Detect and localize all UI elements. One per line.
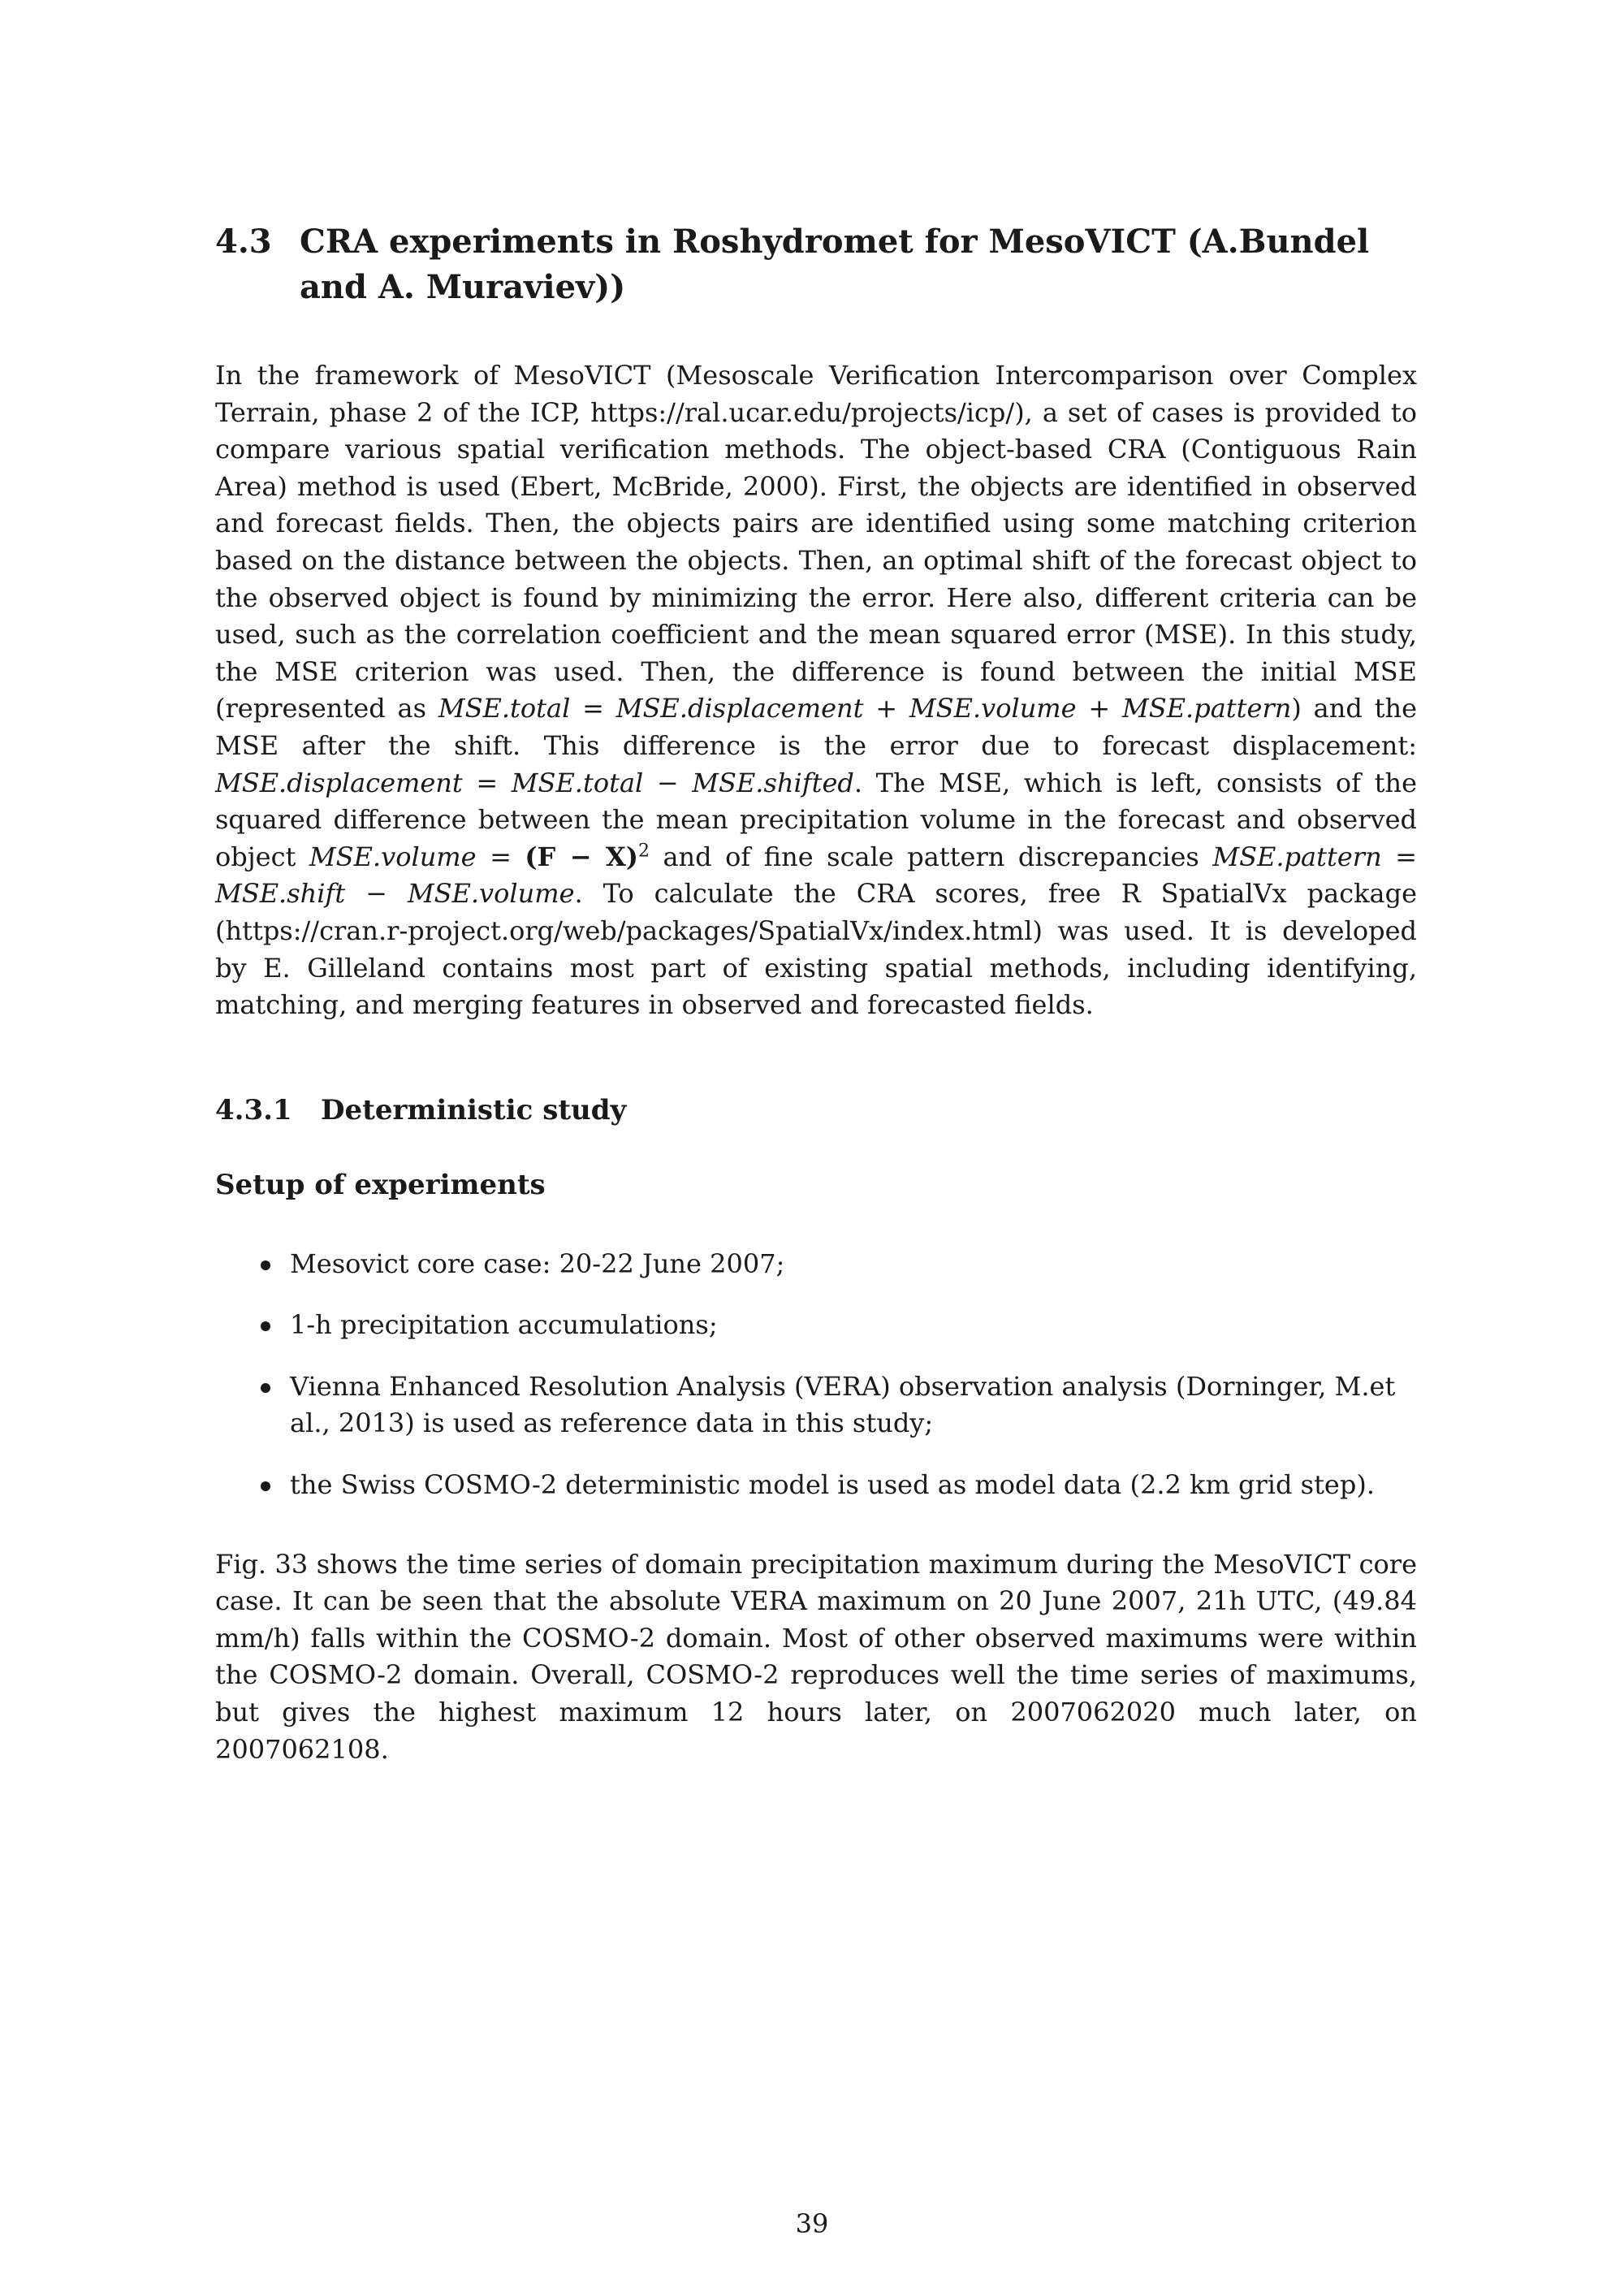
intro-text-1: In the framework of MesoVICT (Mesoscale Verification Intercomparison over Complex Terrain, phase 2 of the ICP, https://ral.ucar.edu/projects/icp/), a set of cases is provided to compare various spatial verification methods. The object-based CRA (Contiguous Rain Area) method is used (Ebert, McBride, 2000). First, the objects are identified in observed and forecast fields. Then, the objects pairs are identified using some matching criterion based on the distance between the objects. Then, an optimal shift of the forecast object to the observed object is found by minimizing the error. Here also, different criteria can be used, such as the correlation coefficient and the mean squared error (MSE). In this study, the MSE criterion was used. Then, the difference is found between the initial MSE (represented as [215,360,1417,724]
formula-equals: = [476,841,525,872]
section-title: CRA experiments in Roshydromet for MesoVICT (A.Bundel and A. Muraviev)) [300,223,1370,306]
results-paragraph: Fig. 33 shows the time series of domain precipitation maximum during the MesoVICT core case. It can be seen that the absolute VERA maximum on 20 June 2007, 21h UTC, (49.84 mm/h) falls within the COSMO-2 domain. Most of other observed maximums were within the COSMO-2 domain. Overall, COSMO-2 reproduces well the time series of maximums, but gives the highest maximum 12 hours later, on 2007062020 much later, on 2007062108. [215,1548,1417,1765]
setup-list [215,1246,1417,1504]
section-number: 4.3 [215,223,272,261]
section-heading [215,219,1417,310]
intro-text-3: . The MSE, which is left, consists of the squared difference between the mean precipitation volume in the forecast and observed object [215,767,1418,872]
subsection-title: Deterministic study [321,1093,627,1126]
page-number: 39 [795,2208,829,2239]
formula-exponent: 2 [637,841,650,862]
list-item [215,1369,1417,1442]
bullet-icon [261,1383,270,1393]
list-item [215,1467,1417,1504]
formula-f-minus-x: (F − X) [525,841,638,872]
subsection-number: 4.3.1 [215,1093,292,1126]
list-item-text: 1-h precipitation accumulations; [290,1309,718,1341]
bullet-icon [261,1481,270,1491]
formula-mse-total: MSE.total = MSE.displacement + MSE.volume + MSE.pattern [438,693,1292,724]
setup-heading: Setup of experiments [215,1168,546,1201]
bullet-icon [261,1260,270,1270]
subsection-heading [215,1092,1417,1129]
list-item [215,1246,1417,1283]
formula-mse-volume-label: MSE.volume [309,841,477,872]
list-item-text: Vienna Enhanced Resolution Analysis (VERA) observation analysis (Dorninger, M.et al., 2013) is used as reference data in this study; [290,1370,1396,1439]
intro-text-4: and of fine scale pattern discrepancies [649,841,1213,872]
formula-mse-pattern: MSE.pattern = MSE.shift − MSE.volume [215,841,1417,910]
list-item [215,1307,1417,1344]
intro-text-2: ) and the MSE after the shift. This difference is the error due to forecast displacement: [215,693,1418,761]
list-item-text: the Swiss COSMO-2 deterministic model is used as model data (2.2 km grid step). [290,1469,1375,1501]
bullet-icon [261,1321,270,1331]
list-item-text: Mesovict core case: 20-22 June 2007; [290,1247,785,1279]
page-body [215,219,1417,1768]
formula-mse-displacement: MSE.displacement = MSE.total − MSE.shifted [215,767,854,798]
intro-text-5: . To calculate the CRA scores, free R SpatialVx package (https://cran.r-project.org/web/packages/SpatialVx/index.html) was used. It is developed by E. Gilleland contains most part of existing spatial methods, including identifying, matching, and merging features in observed and forecasted fields. [215,878,1418,1021]
intro-paragraph [215,357,1417,1024]
